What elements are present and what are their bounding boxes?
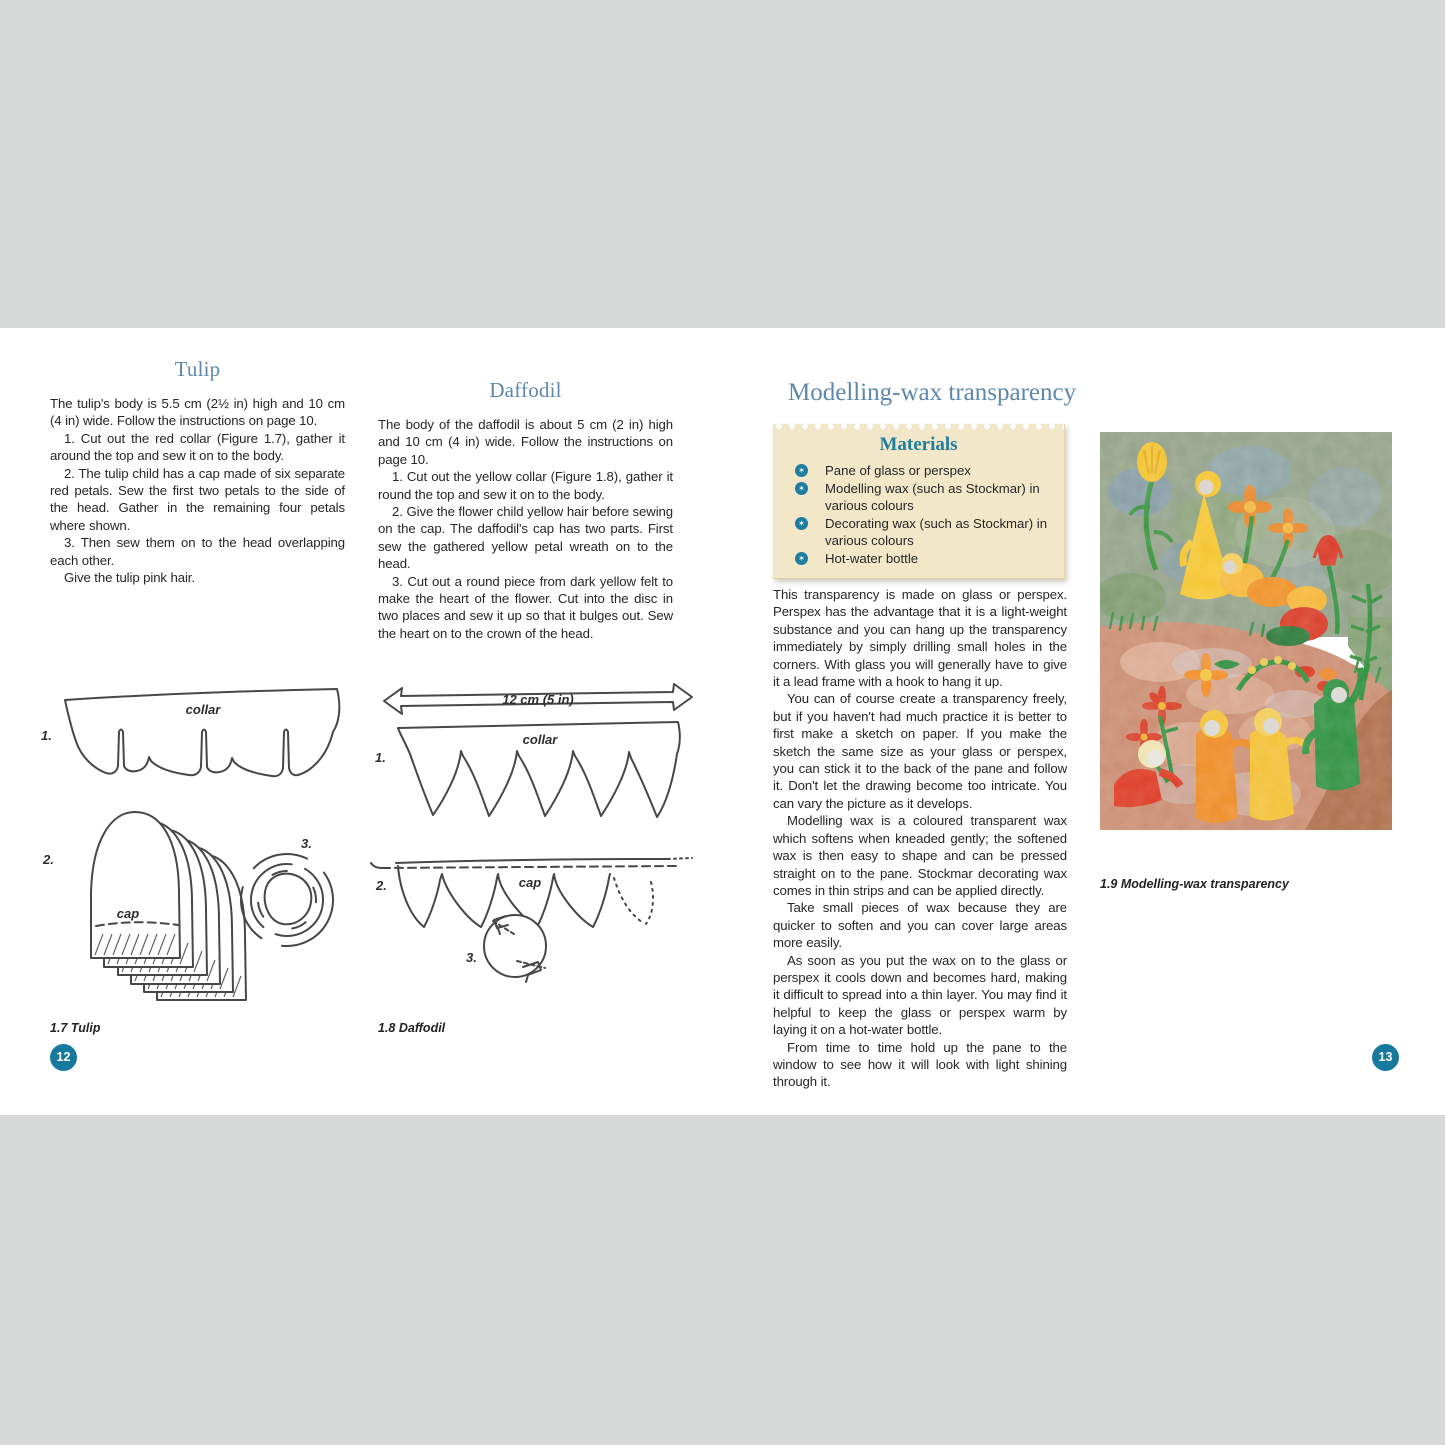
- tulip-heading: Tulip: [174, 357, 221, 381]
- paragraph: 2. The tulip child has a cap made of six separate red petals. Sew the first two petals to the side of the head. Gather in the remaining four petals where shown.: [50, 465, 345, 533]
- tulip-text: [50, 395, 345, 586]
- collar-label: collar: [522, 732, 558, 747]
- material-item-text: Decorating wax (such as Stockmar) in various colours: [825, 516, 1048, 548]
- star-bullet-icon: ✶: [795, 517, 808, 530]
- paragraph: 3. Cut out a round piece from dark yellow felt to make the heart of the flower. Cut into the disc in two places and sew it up so that it bulges out. Sew the heart on to the crown of the head.: [378, 573, 673, 641]
- figure-caption-1-8: 1.8 Daffodil: [378, 1021, 446, 1035]
- cap-label: cap: [518, 875, 542, 890]
- step-1-label: 1.: [375, 750, 386, 765]
- paragraph: This transparency is made on glass or perspex. Perspex has the advantage that it is a light-weight substance and you can hang up the transparency immediately by simply drilling small holes in the corners. With glass you will generally have to give it a lead frame with a hook to hang it up.: [773, 587, 1067, 690]
- material-item: [795, 515, 1050, 549]
- paragraph: Take small pieces of wax because they are quicker to soften and you can cover large areas more easily.: [773, 900, 1067, 951]
- material-item-text: Modelling wax (such as Stockmar) in various colours: [825, 481, 1040, 513]
- cap-label: cap: [116, 906, 140, 921]
- collar-label: collar: [185, 702, 221, 717]
- materials-box: [773, 424, 1065, 579]
- paragraph: 1. Cut out the red collar (Figure 1.7), gather it around the top and sew it on to the body.: [50, 430, 345, 464]
- paragraph: You can of course create a transparency freely, but if you haven't had much practice it is better to first make a sketch on paper. If you make the sketch the same size as your glass or perspex, you can stick it to the back of the pane and follow it. Don't let the drawing become too intricate. You can vary the picture as it develops.: [773, 691, 1067, 811]
- page-number-badge-left: 12: [50, 1044, 77, 1071]
- material-item: [795, 462, 1050, 479]
- materials-list: [773, 462, 1064, 567]
- step-2-label: 2.: [43, 852, 54, 867]
- paragraph: As soon as you put the wax on to the glass or perspex it cools down and becomes hard, making it difficult to spread into a thin layer. You may find it helpful to keep the glass or perspex warm by laying it on a hot-water bottle.: [773, 952, 1067, 1038]
- page-number-badge-right: 13: [1372, 1044, 1399, 1071]
- paragraph: Modelling wax is a coloured transparent wax which softens when kneaded gently; the softened wax is then easy to shape and can be pressed straight on to the pane. Stockmar decorating wax comes in thin strips and can be applied directly.: [773, 813, 1067, 898]
- paragraph: 2. Give the flower child yellow hair before sewing on the cap. The daffodil's cap has two parts. First sew the gathered yellow petal wreath on to the head.: [378, 504, 673, 572]
- daffodil-text: [378, 416, 673, 642]
- paragraph: 3. Then sew them on to the head overlapping each other.: [50, 535, 345, 568]
- paragraph: 1. Cut out the yellow collar (Figure 1.8), gather it round the top and sew it on to the body.: [378, 469, 673, 502]
- daffodil-heading: Daffodil: [489, 378, 562, 402]
- material-item-text: Hot-water bottle: [825, 551, 919, 566]
- star-bullet-icon: ✶: [795, 482, 808, 495]
- material-item-text: Pane of glass or perspex: [825, 463, 971, 478]
- star-bullet-icon: ✶: [795, 464, 808, 477]
- tulip-column: [41, 357, 345, 921]
- figure-1-8-daffodil-diagram: [368, 676, 698, 1006]
- figure-caption-1-7: 1.7 Tulip: [50, 1021, 101, 1035]
- daffodil-cap-strip: [371, 858, 692, 927]
- material-item: [795, 550, 1050, 567]
- figure-caption-1-9: 1.9 Modelling-wax transparency: [1100, 877, 1289, 891]
- transparency-text: [773, 586, 1067, 1091]
- daffodil-heart-disc: [484, 915, 546, 982]
- paragraph: The body of the daffodil is about 5 cm (2 in) high and 10 cm (4 in) wide. Follow the instructions on page 10.: [378, 417, 673, 467]
- materials-title: Materials: [879, 434, 958, 455]
- paragraph: From time to time hold up the pane to the window to see how it will look with light shining through it.: [773, 1039, 1067, 1090]
- step-2-label: 2.: [376, 878, 387, 893]
- chapter-heading: Modelling-wax transparency: [788, 379, 1077, 406]
- dimension-label: 12 cm (5 in): [502, 692, 574, 707]
- paragraph: Give the tulip pink hair.: [64, 570, 195, 586]
- step-3-label: 3.: [466, 950, 477, 965]
- daffodil-column: [375, 378, 673, 965]
- step-1-label: 1.: [41, 728, 52, 743]
- paragraph: The tulip's body is 5.5 cm (2½ in) high and 10 cm (4 in) wide. Follow the instructions on page 10.: [50, 396, 345, 429]
- star-bullet-icon: ✶: [795, 552, 808, 565]
- step-3-label: 3.: [301, 836, 312, 851]
- figure-1-7-tulip-diagram: [35, 678, 355, 1028]
- wax-transparency-artwork: [1100, 432, 1392, 830]
- tulip-cap-stack: [91, 812, 246, 1000]
- material-item: [795, 480, 1050, 514]
